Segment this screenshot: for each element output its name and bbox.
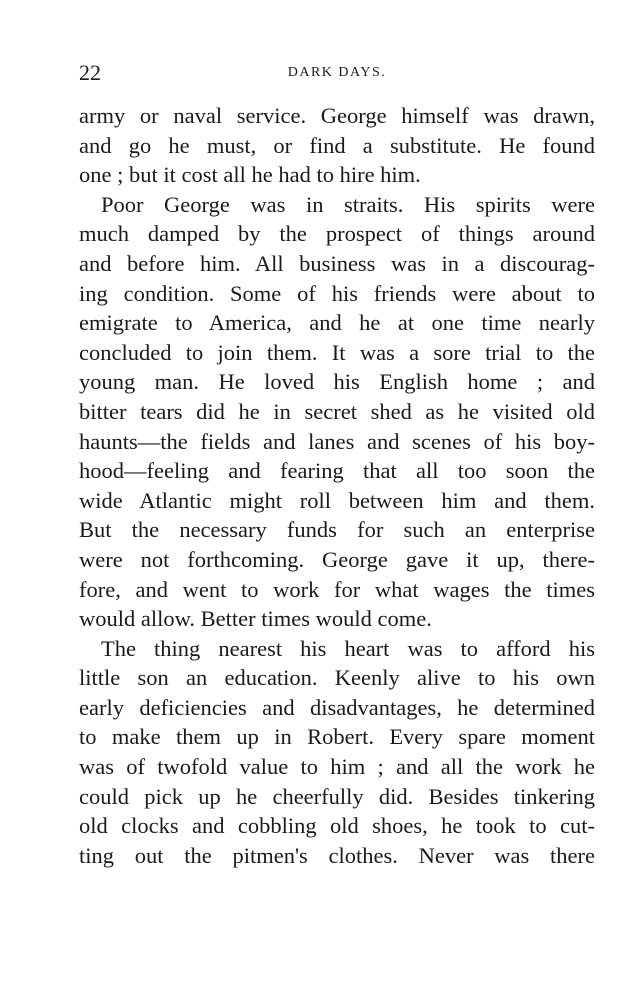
text-line: were not forthcoming. George gave it up, there- — [79, 546, 595, 572]
text-line: Poor George was in straits. His spirits were — [101, 191, 595, 217]
text-line: wide Atlantic might roll between him and them. — [79, 487, 595, 513]
paragraph — [79, 101, 595, 190]
text-line: haunts—the fields and lanes and scenes of his boy- — [79, 428, 595, 454]
page-header — [79, 60, 595, 86]
paragraph — [79, 634, 595, 871]
text-line: But the necessary funds for such an enterprise — [79, 517, 595, 543]
text-line: could pick up he cheerfully did. Besides tinkering — [79, 783, 595, 809]
text-line: much damped by the prospect of things around — [79, 221, 595, 247]
text-line: ting out the pitmen's clothes. Never was there — [79, 842, 595, 868]
text-line: would allow. Better times would come. — [79, 606, 432, 632]
text-line: emigrate to America, and he at one time nearly — [79, 310, 595, 336]
running-title: DARK DAYS. — [287, 65, 387, 80]
text-line: early deficiencies and disadvantages, he determined — [79, 694, 595, 720]
text-line: was of twofold value to him ; and all the work he — [79, 754, 595, 780]
page-number: 22 — [79, 60, 101, 85]
text-line: young man. He loved his English home ; and — [79, 369, 595, 395]
text-line: little son an education. Keenly alive to his own — [79, 665, 595, 691]
text-line: bitter tears did he in secret shed as he visited old — [79, 398, 595, 424]
text-line: old clocks and cobbling old shoes, he took to cut- — [79, 813, 595, 839]
body-text — [79, 101, 595, 870]
text-line: army or naval service. George himself was drawn, — [79, 103, 595, 128]
text-line: hood—feeling and fearing that all too soon the — [79, 458, 595, 484]
text-line: and go he must, or find a substitute. He found — [79, 132, 595, 158]
text-line: ing condition. Some of his friends were about to — [79, 280, 595, 306]
paragraph — [79, 190, 595, 634]
text-line: fore, and went to work for what wages the times — [79, 576, 595, 602]
text-line: one ; but it cost all he had to hire him. — [79, 162, 421, 188]
text-line: concluded to join them. It was a sore trial to the — [79, 339, 595, 365]
text-line: to make them up in Robert. Every spare moment — [79, 724, 595, 750]
text-line: and before him. All business was in a discourag- — [79, 250, 595, 276]
text-line: The thing nearest his heart was to afford his — [101, 635, 595, 661]
